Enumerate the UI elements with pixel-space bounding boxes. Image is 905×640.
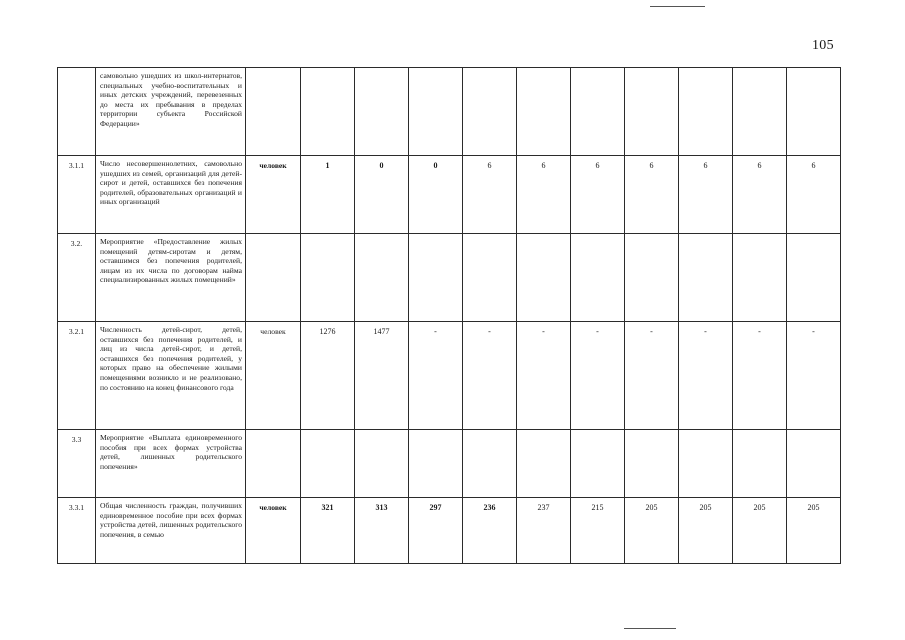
row-description: Мероприятие «Выплата единовременного пособия при всех формах устройства детей, лишенных родительского попечения» <box>96 430 246 498</box>
row-unit: человек <box>246 156 301 234</box>
value-cell: 321 <box>301 498 355 564</box>
value-cell: 205 <box>787 498 841 564</box>
value-cell: - <box>625 322 679 430</box>
indicators-table <box>57 67 841 564</box>
value-cell: 237 <box>517 498 571 564</box>
value-cell <box>733 430 787 498</box>
page-number: 105 <box>812 38 834 53</box>
row-number: 3.1.1 <box>58 156 96 234</box>
row-number <box>58 68 96 156</box>
value-cell <box>301 68 355 156</box>
value-cell: - <box>463 322 517 430</box>
table-row <box>58 322 841 430</box>
value-cell: 236 <box>463 498 517 564</box>
value-cell <box>463 68 517 156</box>
table-row <box>58 234 841 322</box>
row-unit: человек <box>246 498 301 564</box>
row-description: Численность детей-сирот, детей, оставшихся без попечения родителей, и лиц из числа детей-сирот, и детей, оставшихся без попечения родителей, у которых право на обеспечение жилыми помещениями возникло и не реализовано, по состоянию на конец финансового года <box>96 322 246 430</box>
value-cell <box>679 430 733 498</box>
value-cell: 297 <box>409 498 463 564</box>
value-cell: - <box>733 322 787 430</box>
value-cell <box>355 68 409 156</box>
row-description: Число несовершеннолетних, самовольно ушедших из семей, организаций для детей-сирот и детей, оставшихся без попечения родителей, образовательных организаций и иных организаций <box>96 156 246 234</box>
value-cell <box>571 234 625 322</box>
value-cell <box>625 234 679 322</box>
value-cell: 215 <box>571 498 625 564</box>
value-cell <box>301 234 355 322</box>
row-unit <box>246 430 301 498</box>
row-unit <box>246 234 301 322</box>
row-description: Мероприятие «Предоставление жилых помещений детям-сиротам и детям, оставшимся без попечения родителей, лицам из их числа по договорам найма специализированных жилых помещений» <box>96 234 246 322</box>
value-cell: - <box>409 322 463 430</box>
value-cell <box>517 430 571 498</box>
row-number: 3.2.1 <box>58 322 96 430</box>
value-cell <box>355 234 409 322</box>
value-cell <box>409 234 463 322</box>
value-cell: 0 <box>355 156 409 234</box>
value-cell: 6 <box>787 156 841 234</box>
row-description: Общая численность граждан, получивших единовременное пособие при всех формах устройства детей, лишенных родительского попечения, в семью <box>96 498 246 564</box>
value-cell: 313 <box>355 498 409 564</box>
row-number: 3.3 <box>58 430 96 498</box>
table-row <box>58 68 841 156</box>
value-cell <box>517 234 571 322</box>
value-cell <box>571 68 625 156</box>
value-cell: 6 <box>733 156 787 234</box>
value-cell: 1 <box>301 156 355 234</box>
top-scan-rule <box>650 6 705 7</box>
value-cell: 205 <box>733 498 787 564</box>
row-unit <box>246 68 301 156</box>
value-cell: 6 <box>625 156 679 234</box>
value-cell <box>463 234 517 322</box>
row-number: 3.2. <box>58 234 96 322</box>
table-row <box>58 498 841 564</box>
value-cell <box>787 68 841 156</box>
value-cell <box>409 430 463 498</box>
value-cell <box>787 430 841 498</box>
value-cell: - <box>679 322 733 430</box>
value-cell <box>355 430 409 498</box>
value-cell <box>571 430 625 498</box>
value-cell: 6 <box>463 156 517 234</box>
value-cell <box>733 68 787 156</box>
value-cell <box>733 234 787 322</box>
value-cell <box>679 68 733 156</box>
row-description: самовольно ушедших из школ-интернатов, специальных учебно-воспитательных и иных детских учреждений, перевезенных до места их пребывания в пределах территории субъекта Российской Федерации» <box>96 68 246 156</box>
value-cell: 205 <box>625 498 679 564</box>
value-cell: - <box>787 322 841 430</box>
value-cell <box>625 68 679 156</box>
row-number: 3.3.1 <box>58 498 96 564</box>
value-cell <box>787 234 841 322</box>
value-cell: 6 <box>571 156 625 234</box>
row-unit: человек <box>246 322 301 430</box>
bottom-scan-rule <box>624 628 676 629</box>
value-cell: 1276 <box>301 322 355 430</box>
value-cell: - <box>571 322 625 430</box>
value-cell: 1477 <box>355 322 409 430</box>
value-cell <box>517 68 571 156</box>
value-cell: 0 <box>409 156 463 234</box>
value-cell <box>625 430 679 498</box>
value-cell <box>409 68 463 156</box>
value-cell: - <box>517 322 571 430</box>
value-cell <box>679 234 733 322</box>
value-cell: 6 <box>517 156 571 234</box>
value-cell: 205 <box>679 498 733 564</box>
value-cell <box>463 430 517 498</box>
table-row <box>58 156 841 234</box>
table-row <box>58 430 841 498</box>
value-cell <box>301 430 355 498</box>
value-cell: 6 <box>679 156 733 234</box>
